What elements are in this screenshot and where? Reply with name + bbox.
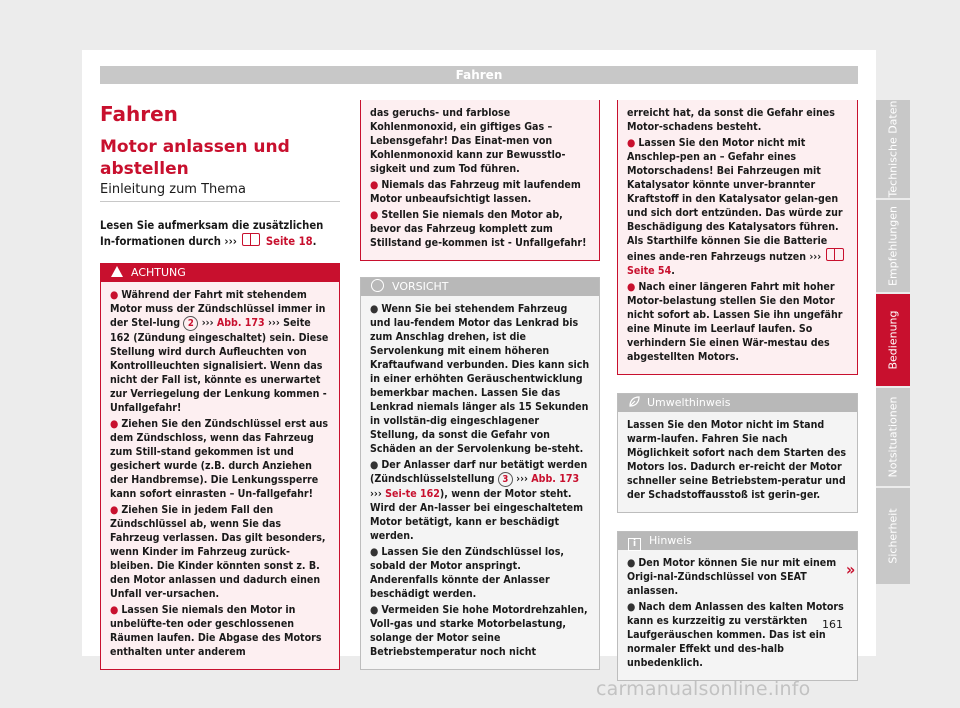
item-text: Lassen Sie den Zündschlüssel los, sobald der Motor anspringt. Anderenfalls könnte der Anlasser beschädigt werden. — [370, 546, 565, 600]
figure-ref-link[interactable]: Abb. 173 — [531, 473, 580, 485]
watermark: carmanualsonline.info — [596, 678, 811, 700]
bullet-icon: ● — [110, 418, 119, 430]
item-text: Nach einer längeren Fahrt mit hoher Motor-belastung stellen Sie den Motor nicht sofort ab. Lassen Sie ihn ungefähr eine Minute im Leerlauf laufen. So verhindern Sie einen Wär-mestau des abgestellten Motors. — [627, 281, 843, 363]
bullet-icon: ● — [627, 137, 636, 149]
column-right — [617, 100, 858, 681]
item-text: Ziehen Sie in jedem Fall den Zündschlüssel ab, wenn Sie das Fahrzeug verlassen. Das gilt besonders, wenn Kinder im Fahrzeug zurück-bleiben. Die Kinder könnten sonst z. B. den Motor anlassen und dadurch einen Unfall ver-ursachen. — [110, 504, 326, 600]
subsection-title: Einleitung zum Thema — [100, 182, 340, 202]
warning-heading: ACHTUNG — [131, 266, 186, 279]
tab-notsituationen[interactable] — [876, 388, 910, 486]
environment-box-body — [618, 412, 857, 512]
chapter-title: Fahren — [100, 102, 178, 126]
item-text: . — [671, 265, 675, 277]
note-box-body — [618, 550, 857, 680]
item-text: ››› — [512, 473, 532, 485]
tab-sicherheit[interactable] — [876, 488, 910, 584]
bullet-icon: ● — [370, 546, 379, 558]
tab-empfehlungen[interactable] — [876, 200, 910, 292]
environment-note-box — [617, 393, 858, 513]
item-text: Lassen Sie den Motor nicht mit Anschlep-pen an – Gefahr eines Motorschadens! Bei Fahrzeugen mit Katalysator könnte unver-brannter Kraftstoff in den Katalysator gelan-gen und sich dort entzünden. Das würde zur Beschädigung des Katalysators führen. Als Starthilfe können Sie die Batterie eines ande-ren Fahrzeugs nutzen ››› — [627, 137, 843, 263]
item-text: ››› — [370, 488, 386, 500]
figure-ref-link[interactable]: Abb. 173 — [216, 317, 265, 329]
bullet-icon: ● — [627, 281, 636, 293]
caution-box — [360, 277, 600, 670]
list-item — [370, 302, 590, 456]
note-heading: Hinweis — [649, 534, 692, 547]
list-item — [627, 280, 848, 364]
continue-arrow-icon: » — [846, 560, 856, 579]
bullet-icon: ● — [370, 209, 379, 221]
bullet-icon: ● — [370, 604, 379, 616]
item-text: Ziehen Sie den Zündschlüssel erst aus dem Zündschloss, wenn das Fahrzeug zum Still-stand gekommen ist und gesichert wurde (z.B. durch Anziehen der Handbremse). Die Lenkungssperre kann sofort einrasten – Un-fallgefahr! — [110, 418, 329, 500]
intro-text: Lesen Sie aufmerksam die zusätzlichen In-formationen durch ››› — [100, 219, 324, 248]
item-text: ››› — [198, 317, 217, 329]
caution-box-body — [361, 296, 599, 669]
bullet-icon: ● — [627, 601, 636, 613]
list-item — [110, 603, 330, 659]
page-ref-link[interactable]: Seite 18 — [265, 235, 313, 248]
warning-cont-lead: das geruchs- und farblose Kohlenmonoxid, ein giftiges Gas – Lebensgefahr! Das Einat-men von Kohlenmonoxid kann zur Bewusstlo-sigkeit und zum Tod führen. — [370, 107, 566, 175]
warning-box-body — [101, 282, 339, 669]
book-icon — [826, 248, 844, 261]
list-item — [110, 417, 330, 501]
book-icon — [242, 233, 260, 246]
tab-label: Empfehlungen — [886, 206, 900, 286]
caution-box-continued — [617, 100, 858, 375]
tab-technische-daten[interactable] — [876, 100, 910, 198]
environment-text: Lassen Sie den Motor nicht im Stand warm-laufen. Fahren Sie nach Möglichkeit sofort nach dem Starten des Motors los. Dadurch er-reicht der Motor schneller seine Betriebstem-peratur und der Schadstoffausstoß ist gerin-ger. — [627, 419, 847, 501]
item-text: Niemals das Fahrzeug mit laufendem Motor unbeaufsichtigt lassen. — [370, 179, 581, 205]
running-header: Fahren — [100, 66, 858, 84]
info-icon: i — [628, 538, 641, 551]
item-text: Lassen Sie niemals den Motor in unbelüfte-ten oder geschlossenen Räumen laufen. Die Abgase des Motors enthalten unter anderem — [110, 604, 322, 658]
page-number: 161 — [822, 618, 843, 631]
list-item — [370, 178, 590, 206]
warning-box-continued — [360, 100, 600, 261]
item-text: Stellen Sie niemals den Motor ab, bevor das Fahrzeug komplett zum Stillstand ge-kommen ist - Unfallgefahr! — [370, 209, 587, 249]
list-item — [370, 603, 590, 659]
tab-label: Notsituationen — [886, 396, 900, 478]
list-item — [110, 288, 330, 415]
item-text: Nach dem Anlassen des kalten Motors kann es kurzzeitig zu verstärkten Laufgeräuschen kommen. Das ist ein normaler Effekt und des-halb unbedenklich. — [627, 601, 844, 669]
bullet-icon: ● — [110, 504, 119, 516]
warning-triangle-icon — [111, 266, 123, 277]
leaf-icon — [628, 396, 640, 408]
list-item — [370, 458, 590, 543]
list-item — [627, 556, 848, 598]
bullet-icon: ● — [370, 303, 379, 315]
bullet-icon: ● — [110, 604, 119, 616]
page-ref-link[interactable]: Sei-te 162 — [385, 488, 440, 500]
position-marker: 3 — [498, 472, 513, 487]
caution-circle-icon — [371, 279, 384, 292]
warning-cont-body — [361, 100, 599, 260]
item-text: ), wenn der Motor steht. Wird der An-lasser bei eingeschaltetem Motor betätigt, kann er beschädigt werden. — [370, 488, 584, 542]
list-item — [110, 503, 330, 601]
warning-box-header — [101, 264, 339, 282]
column-left — [100, 96, 340, 670]
item-text: Den Motor können Sie nur mit einem Origi-nal-Zündschlüssel von SEAT anlassen. — [627, 557, 837, 597]
item-text: ››› Seite 162 (Zündung eingeschaltet) sein. Diese Stellung wird durch Aufleuchten von Kontrollleuchten signalisiert. Wenn das nicht der Fall ist, könnte es unerwartet zur Verriegelung der Lenkung kommen - Unfallgefahr! — [110, 317, 329, 414]
item-text: Der Anlasser darf nur betätigt werden (Zündschlüsselstellung — [370, 459, 588, 485]
caution-box-header — [361, 278, 599, 296]
tab-label: Bedienung — [886, 310, 900, 370]
item-text: Vermeiden Sie hohe Motordrehzahlen, Voll-gas und starke Motorbelastung, solange der Motor seine Betriebstemperatur noch nicht — [370, 604, 588, 658]
section-title: Motor anlassen und abstellen — [100, 137, 290, 179]
caution-cont-lead: erreicht hat, da sonst die Gefahr eines Motor-schadens besteht. — [627, 107, 835, 133]
list-item — [627, 600, 848, 670]
item-text: Wenn Sie bei stehendem Fahrzeug und lau-fendem Motor das Lenkrad bis zum Anschlag drehen, ist die Servolenkung mit einem höheren Kraftaufwand verbunden. Dies kann sich in einer erhöhten Geräuschentwicklung bemerkbar machen. Lassen Sie das Lenkrad niemals länger als 15 Sekunden in vollstän-dig eingeschlagener Stellung, da sonst die Gefahr von Schäden an der Servolenkung be-steht. — [370, 303, 590, 455]
caution-cont-body — [618, 100, 857, 374]
environment-heading: Umwelthinweis — [647, 396, 731, 409]
intro-end: . — [312, 235, 317, 248]
bullet-icon: ● — [627, 557, 636, 569]
note-box — [617, 531, 858, 681]
list-item — [370, 545, 590, 601]
note-box-header — [618, 532, 857, 550]
tab-label: Technische Daten — [886, 100, 900, 198]
list-item — [627, 136, 848, 278]
column-middle — [360, 100, 600, 670]
caution-heading: VORSICHT — [392, 280, 449, 293]
bullet-icon: ● — [370, 179, 379, 191]
item-text: Während der Fahrt mit stehendem Motor muss der Zündschlüssel immer in der Stel-lung — [110, 289, 326, 329]
page-ref-link[interactable]: Seite 54 — [627, 265, 672, 277]
bullet-icon: ● — [370, 459, 379, 471]
warning-box — [100, 263, 340, 670]
bullet-icon: ● — [110, 289, 119, 301]
environment-box-header — [618, 394, 857, 412]
list-item — [370, 208, 590, 250]
tab-bedienung[interactable] — [876, 294, 910, 386]
intro-paragraph — [100, 218, 340, 249]
tab-label: Sicherheit — [886, 508, 900, 564]
position-marker: 2 — [183, 316, 198, 331]
